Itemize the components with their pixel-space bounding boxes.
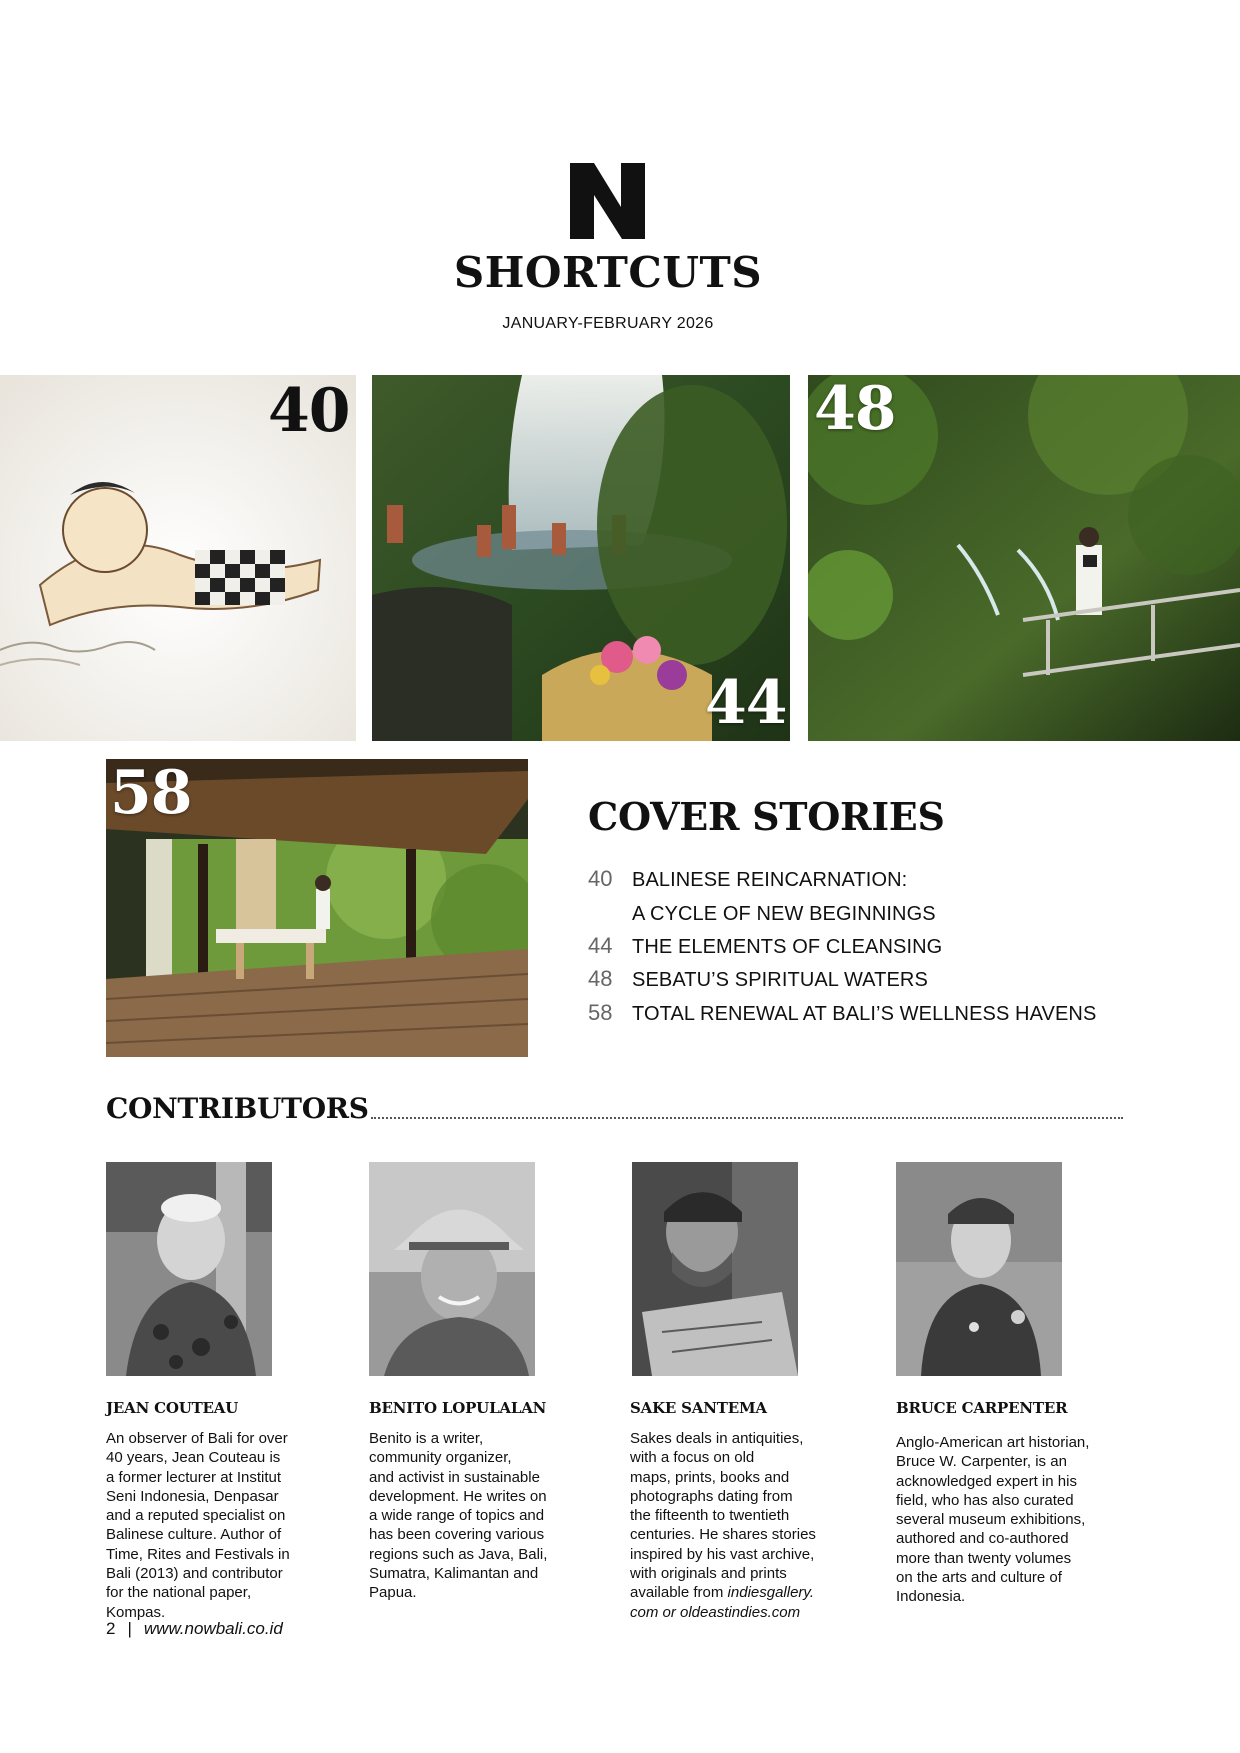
- contributors-heading: CONTRIBUTORS: [106, 1092, 369, 1125]
- website-link[interactable]: www.nowbali.co.id: [143, 1619, 283, 1638]
- story-page-number: 44: [588, 933, 613, 958]
- story-title: A CYCLE OF NEW BEGINNINGS: [632, 903, 936, 925]
- bio-line: for the national paper,: [106, 1584, 252, 1602]
- contributor-bio: [369, 1429, 547, 1603]
- bio-line: on the arts and culture of: [896, 1569, 1062, 1587]
- page-number: 2: [106, 1619, 116, 1638]
- dotted-divider: [371, 1117, 1123, 1119]
- page-footer: [106, 1620, 283, 1637]
- bio-line: Balinese culture. Author of: [106, 1526, 282, 1544]
- issue-date: JANUARY-FEBRUARY 2026: [502, 315, 714, 332]
- bio-line: and activist in sustainable: [369, 1468, 540, 1486]
- bio-line: acknowledged expert in his: [896, 1472, 1077, 1490]
- contributor-name: BRUCE CARPENTER: [896, 1399, 1068, 1417]
- story-page-number: 48: [588, 966, 613, 991]
- story-title: BALINESE REINCARNATION:: [632, 869, 908, 891]
- bio-line: has been covering various: [369, 1526, 545, 1544]
- portrait-photo-icon: [896, 1162, 1062, 1376]
- tile-page-number: 58: [110, 759, 192, 828]
- now-n-logo-icon: [570, 163, 645, 239]
- story-tile-48[interactable]: [808, 375, 1240, 741]
- contributor-bio: [106, 1429, 290, 1622]
- story-tile-40[interactable]: [0, 375, 356, 741]
- bio-line: regions such as Java, Bali,: [369, 1545, 548, 1563]
- bio-line: community organizer,: [369, 1449, 512, 1467]
- bio-line: authored and co-authored: [896, 1530, 1069, 1548]
- bio-line: maps, prints, books and: [630, 1468, 790, 1486]
- bio-line: and a reputed specialist on: [106, 1507, 286, 1525]
- story-title: TOTAL RENEWAL AT BALI’S WELLNESS HAVENS: [632, 1003, 1097, 1025]
- bio-line: photographs dating from: [630, 1487, 793, 1505]
- bio-line: a wide range of topics and: [369, 1507, 545, 1525]
- bio-line: [630, 1583, 816, 1602]
- footer-separator: |: [127, 1619, 132, 1638]
- bio-line: development. He writes on: [369, 1487, 547, 1505]
- portrait-photo-icon: [369, 1162, 535, 1376]
- bio-line: Benito is a writer,: [369, 1430, 484, 1447]
- gallery-link[interactable]: indiesgallery.: [727, 1584, 814, 1602]
- bio-line: the fifteenth to twentieth: [630, 1507, 790, 1525]
- bio-line: Indonesia.: [896, 1588, 966, 1606]
- bio-line: 40 years, Jean Couteau is: [106, 1449, 281, 1467]
- bio-line: Anglo-American art historian,: [896, 1434, 1090, 1451]
- bio-text: available from: [630, 1584, 728, 1602]
- story-tile-44[interactable]: [372, 375, 790, 741]
- gallery-link[interactable]: com or oldeastindies.com: [630, 1603, 801, 1621]
- bio-line: Time, Rites and Festivals in: [106, 1545, 290, 1563]
- bio-line: Kompas.: [106, 1603, 166, 1621]
- contributor-bio: [630, 1429, 816, 1622]
- bio-line: Sakes deals in antiquities,: [630, 1430, 804, 1447]
- story-tile-58[interactable]: [106, 759, 528, 1057]
- bio-line: more than twenty volumes: [896, 1549, 1072, 1567]
- story-title: THE ELEMENTS OF CLEANSING: [632, 936, 943, 958]
- bio-line: centuries. He shares stories: [630, 1526, 816, 1544]
- tile-page-number: 48: [814, 375, 896, 444]
- bio-line: several museum exhibitions,: [896, 1511, 1086, 1529]
- bio-line: Seni Indonesia, Denpasar: [106, 1487, 279, 1505]
- portrait-photo-icon: [106, 1162, 272, 1376]
- bio-line: Bali (2013) and contributor: [106, 1565, 283, 1583]
- tile-page-number: 44: [705, 668, 787, 738]
- bio-line: Bruce W. Carpenter, is an: [896, 1453, 1067, 1471]
- bio-line: inspired by his vast archive,: [630, 1545, 815, 1563]
- story-page-number: 58: [588, 1000, 613, 1025]
- bio-line: Papua.: [369, 1584, 417, 1602]
- story-page-number: 40: [588, 866, 613, 891]
- bio-line: with originals and prints: [630, 1565, 787, 1583]
- contributor-bio: [896, 1433, 1089, 1607]
- contributor-name: JEAN COUTEAU: [106, 1399, 239, 1417]
- cover-stories-heading: COVER STORIES: [588, 794, 945, 839]
- bio-line: field, who has also curated: [896, 1491, 1074, 1509]
- section-title: SHORTCUTS: [453, 248, 763, 297]
- portrait-photo-icon: [632, 1162, 798, 1376]
- story-title: SEBATU’S SPIRITUAL WATERS: [632, 969, 928, 991]
- tile-page-number: 40: [268, 376, 350, 446]
- contributor-name: SAKE SANTEMA: [630, 1399, 767, 1417]
- bio-line: Sumatra, Kalimantan and: [369, 1565, 539, 1583]
- bio-line: An observer of Bali for over: [106, 1430, 288, 1447]
- contributor-name: BENITO LOPULALAN: [369, 1399, 547, 1417]
- bio-line: with a focus on old: [630, 1449, 755, 1467]
- bio-line: a former lecturer at Institut: [106, 1468, 282, 1486]
